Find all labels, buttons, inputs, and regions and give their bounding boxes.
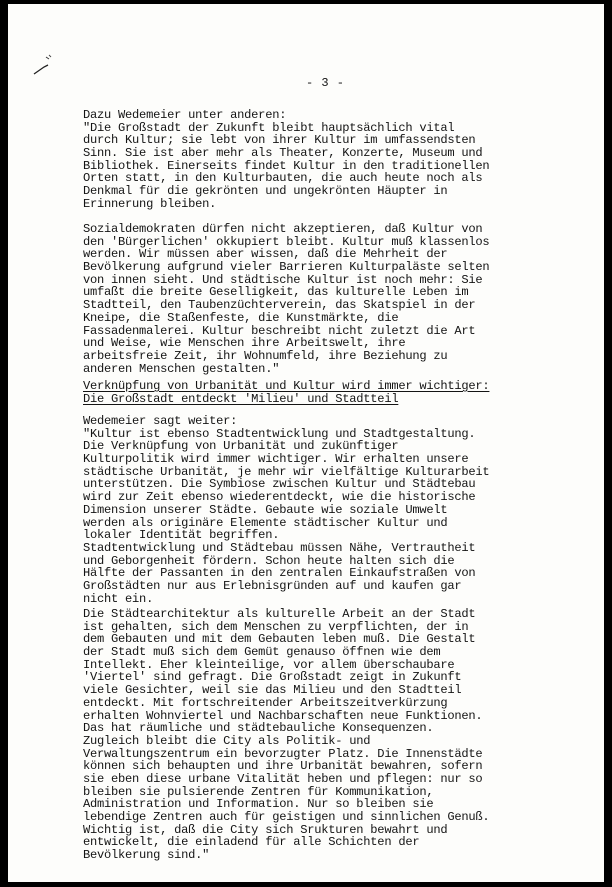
text-line: Kneipe, die Staßenfeste, die Kunstmärkte, die: [83, 310, 399, 325]
text-line: anderen Menschen gestalten.": [83, 361, 280, 376]
text-line: Die Verknüpfung von Urbanität und zukünftiger: [83, 439, 399, 454]
text-line: und Weise, wie Menschen ihre Arbeitswelt, ihre: [83, 336, 406, 351]
text-line: "Die Großstadt der Zukunft bleibt hauptsächlich vital: [83, 120, 455, 135]
text-line: den 'Bürgerlichen' okkupiert bleibt. Kultur muß klassenlos: [83, 234, 490, 249]
text-line: Sinn. Sie ist aber mehr als Theater, Konzerte, Museum und: [83, 146, 483, 161]
text-line: Die Städtearchitektur als kulturelle Arbeit an der Stadt: [83, 607, 476, 621]
text-line: Kulturpolitik wird immer wichtiger. Wir erhalten unsere: [83, 452, 469, 467]
text-line: und Geborgenheit fördern. Schon heute halten sich die: [83, 553, 455, 568]
text-line: dem Gebauten und mit dem Gebauten leben muß. Die Gestalt: [83, 632, 476, 647]
text-line: Fassadenmalerei. Kultur beschreibt nicht zuletzt die Art: [83, 323, 476, 338]
text-line: erhalten Wohnviertel und Nachbarschaften neue Funktionen.: [83, 708, 483, 723]
text-line: können sich behaupten und ihre Urbanität bewahren, sofern: [83, 759, 483, 774]
text-line: Wedemeier sagt weiter:: [83, 414, 238, 428]
text-line: Bibliothek. Einerseits findet Kultur in den traditionellen: [83, 158, 490, 173]
text-line: Bevölkerung aufgrund vieler Barrieren Kulturpaläste selten: [83, 260, 490, 275]
text-line: Bevölkerung sind.": [83, 848, 210, 863]
text-line: arbeitsfreie Zeit, ihr Wohnumfeld, ihre Beziehung zu: [83, 348, 448, 363]
text-line: Dazu Wedemeier unter anderen:: [83, 108, 287, 122]
text-line: Verwaltungszentrum ein bevorzugter Platz. Die Innenstädte: [83, 746, 483, 761]
text-line: unterstützen. Die Symbiose zwischen Kultur und Städtebau: [83, 477, 476, 492]
text-line: werden als originäre Elemente städtischer Kultur und: [83, 515, 448, 530]
text-line: lokaler Identität begriffen.: [83, 528, 280, 543]
text-line: der Stadt muß sich dem Gemüt genauso öffnen wie dem: [83, 645, 441, 660]
text-line: bleiben sie pulsierende Zentren für Kommunikation,: [83, 784, 434, 799]
text-line: nicht ein.: [83, 591, 154, 606]
paragraph-wedemeier: [83, 415, 603, 605]
text-line: durch Kultur; sie lebt von ihrer Kultur im umfassendsten: [83, 133, 476, 148]
text-line: Erinnerung bleiben.: [83, 196, 217, 211]
pen-mark-icon: [30, 50, 64, 84]
paragraph-staedtearchitektur: [83, 608, 603, 862]
text-line: Verknüpfung von Urbanität und Kultur wird immer wichtiger:: [83, 379, 490, 393]
text-line: Administration und Information. Nur so bleiben sie: [83, 797, 434, 812]
section-heading: [83, 380, 603, 405]
text-line: Zugleich bleibt die City als Politik- und: [83, 733, 371, 748]
text-line: sie eben diese urbane Vitalität heben und pflegen: nur so: [83, 771, 483, 786]
text-line: Denkmal für die gekrönten und ungekrönten Häupter in: [83, 184, 448, 199]
text-line: entwickelt, die einladend für alle Schichten der: [83, 835, 420, 850]
page-number: - 3 -: [306, 76, 345, 90]
text-line: Sozialdemokraten dürfen nicht akzeptieren, daß Kultur von: [83, 222, 483, 236]
text-line: Orten statt, in den Kulturbauten, die auch heute noch als: [83, 171, 483, 186]
text-line: von innen sieht. Und städtische Kultur ist noch mehr: Sie: [83, 272, 483, 287]
text-line: städtische Urbanität, je mehr wir vielfältige Kulturarbeit: [83, 464, 490, 479]
text-line: wird zur Zeit ebenso wiederentdeckt, wie die historische: [83, 490, 476, 505]
text-line: Stadtentwicklung und Städtebau müssen Nähe, Vertrautheit: [83, 540, 476, 555]
text-line: Stadtteil, den Taubenzüchterverein, das Skatspiel in der: [83, 298, 476, 313]
text-line: Großstädten nur aus Erlebnisgründen auf und kaufen gar: [83, 578, 462, 593]
text-line: entdeckt. Mit fortschreitender Arbeitszeitverkürzung: [83, 695, 448, 710]
text-line: Wichtig ist, daß die City sich Srukturen bewahrt und: [83, 822, 448, 837]
paragraph-sozialdemokraten: [83, 223, 603, 375]
text-line: Das hat räumliche und städtebauliche Konsequenzen.: [83, 721, 434, 736]
text-line: Intellekt. Eher kleinteilige, vor allem überschaubare: [83, 657, 455, 672]
text-line: Die Großstadt entdeckt 'Milieu' und Stadtteil: [83, 391, 399, 406]
text-line: lebendige Zentren auch für geistigen und sinnlichen Genuß.: [83, 810, 490, 824]
paragraph-intro: [83, 109, 603, 211]
text-line: viele Gesichter, weil sie das Milieu und den Stadtteil: [83, 683, 462, 698]
text-line: "Kultur ist ebenso Stadtentwicklung und Stadtgestaltung.: [83, 426, 476, 441]
text-line: Hälfte der Passanten in den zentralen Einkaufstraßen von: [83, 566, 476, 581]
text-line: werden. Wir müssen aber wissen, daß die Mehrheit der: [83, 247, 448, 262]
document-page: [8, 4, 604, 882]
text-line: ist gehalten, sich dem Menschen zu verpflichten, der in: [83, 619, 469, 634]
text-line: Dimension unserer Städte. Gebaute wie soziale Umwelt: [83, 502, 448, 517]
text-line: 'Viertel' sind gefragt. Die Großstadt zeigt in Zukunft: [83, 670, 462, 685]
text-line: umfaßt die breite Geselligkeit, das kulturelle Leben im: [83, 285, 469, 300]
